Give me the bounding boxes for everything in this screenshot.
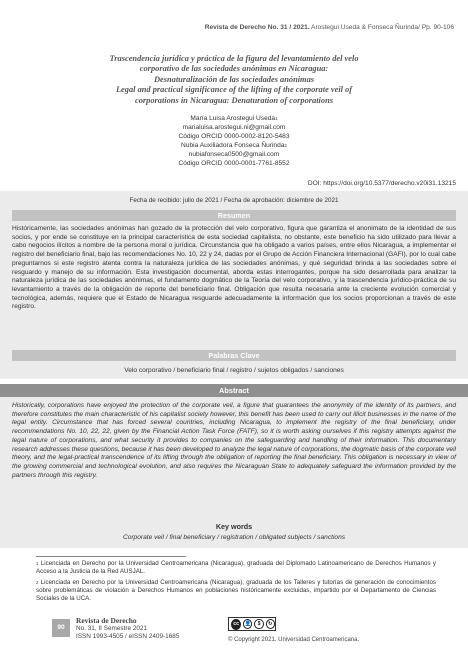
footnote-1	[36, 560, 436, 576]
received-approved-dates: Fecha de recibido: julio de 2021 / Fecha de aprobación: diciembre de 2021	[129, 197, 339, 204]
doi-link[interactable]: DOI: https://doi.org/10.5377/derecho.v20i31.13215	[307, 180, 456, 187]
copyright-notice: © Copyright 2021. Universidad Centroamericana.	[228, 637, 360, 643]
footnote-1-number: 1	[36, 561, 39, 566]
creative-commons-badge[interactable]	[228, 617, 276, 631]
cc-icon: cc	[231, 619, 241, 630]
keywords-text: Corporate veil / final beneficiary / registration / obligated subjects / sanctions	[122, 534, 346, 541]
running-header	[205, 24, 454, 31]
page-number: 90	[52, 619, 70, 637]
author2-orcid: Código ORCID 0000-0001-7761-8552	[178, 160, 290, 167]
author1-email[interactable]: marialuisa.arostegui.ni@gmail.com	[182, 124, 286, 131]
title-en-line2: corporations in Nicaragua: Denaturation of corporations	[134, 95, 333, 105]
author1-orcid: Código ORCID 0000-0002-8120-5483	[178, 133, 290, 140]
footnote-2-number: 2	[36, 580, 39, 585]
journal-info	[76, 617, 179, 640]
title-es-line1: Trascendencia jurídica y práctica de la figura del levantamiento del velo	[109, 54, 359, 63]
header-authors-pages: Arostegui Useda & Fonseca Ñurinda/ Pp. 90-106	[311, 24, 454, 31]
abstract-text: Historically, corporations have enjoyed the protection of the corporate veil, a figure that guarantees the anonymity of the identity of its partners, and therefore constitutes the main characteristic of his capitalist society however, this benefit has been used to carry out illicit businesses in the name of the legal entity. Circumstance that has forced several countries, including Nicaragua, to implement the registry of the final beneficiary, under recommendations No. 10, 22, 22, given by the Financial Action Task Force (FATF), so it is worth asking ourselves if this registry attempts against the legal nature of corporations, and what security it provides to companies on the safeguarding and handling of their information. This documentary research addresses these questions, because it has been developed to analyze the legal nature of corporations, the dogmatic basis of the corporate veil theory, and the legal-practical transcendence of its lifting through the obligation of reporting the final beneficiary. This obligation is necessary in view of the growing commercial and technological evolution, and also requires the Nicaraguan State to adequately safeguard the information provided by the partners through this registry.	[12, 402, 456, 479]
footnote-divider	[36, 556, 186, 557]
keywords-heading: Key words	[215, 522, 253, 531]
journal-issue: No. 31, II Semestre 2021	[76, 624, 148, 632]
abstract-heading: Abstract	[0, 384, 468, 397]
author1-footnote-mark: 1	[275, 116, 278, 121]
footnote-2-text: Licenciada en Derecho por la Universidad Centroamericana (Nicaragua), graduada de los Talleres y tutorías de generación de conocimientos sobre problemáticas de violación a Derechos Humanos en poblaciones históricamente excluidas, impartido por el Departamento de Ciencias Sociales de la UCA.	[36, 579, 436, 603]
title-es-line3: Desnaturalización de las sociedades anónimas	[153, 74, 315, 84]
journal-name: Revista de Derecho	[76, 616, 137, 625]
palabras-clave-text: Velo corporativo / beneficiario final / registro / sujetos obligados / sanciones	[124, 367, 344, 374]
palabras-clave-heading: Palabras Clave	[12, 350, 456, 361]
author2-name: Nubia Auxiliadora Fonseca Ñurinda$^2$	[181, 142, 287, 149]
author2-footnote-mark: 2	[284, 143, 287, 148]
article-titles	[40, 54, 428, 106]
authors-block	[150, 114, 318, 168]
footnote-2	[36, 579, 436, 604]
author1-name: María Luisa Arostegui Useda$^1$	[190, 115, 278, 122]
author2-email[interactable]: nubiafonseca0500@gmail.com	[188, 151, 280, 158]
by-person-icon: 👤	[244, 621, 252, 627]
title-es-line2: corporativo de las sociedades anónimas en Nicaragua:	[139, 64, 329, 74]
footnote-1-text: Licenciada en Derecho por la Universidad Centroamericana (Nicaragua), graduada del Diplomado Latinoamericano de Derechos Humanos y Acceso a la Justicia de la Red AUSJAL.	[36, 560, 436, 576]
header-journal-issue: Revista de Derecho No. 31 / 2021.	[204, 24, 310, 31]
journal-issn: ISSN 1993-4505 / eISSN 2409-1685	[76, 632, 180, 640]
nc-icon: $	[254, 619, 263, 629]
title-en-line1: Legal and practical significance of the lifting of the corporate veil of	[115, 85, 353, 95]
resumen-heading: Resumen	[12, 210, 456, 221]
sa-icon: ↻	[266, 619, 275, 629]
resumen-text: Históricamente, las sociedades anónimas han gozado de la protección del velo corporativo, figura que garantiza el anonimato de la identidad de sus socios, y por ende se constituye en la principal característica de esta sociedad capitalista, no obstante, este beneficio ha sido utilizado para llevar a cabo negocios ilícitos a nombre de la persona moral o jurídica. Circunstancia que ha obligado a varios países, entre ellos Nicaragua, a implementar el registro del beneficiario final, bajo las recomendaciones No. 10, 22 y 24, dadas por el Grupo de Acción Financiera Internacional (GAFI), por lo cual cabe preguntarnos si este registro atenta contra la naturaleza jurídica de las sociedades anónimas, y qué seguridad brinda a las sociedades sobre el resguardo y manejo de su información. Esta investigación documental, aborda estas interrogantes, porque ha sido desarrollada para analizar la naturaleza jurídica de las sociedades anónimas, el fundamento dogmático de la Teoría del velo corporativo, y la trascendencia jurídico-práctica de su levantamiento a través de la obligación de reporte del beneficiario final. Obligación que resulta necesaria ante la creciente evolución comercial y tecnológica, además, requiere que el Estado de Nicaragua resguarde adecuadamente la información que los socios proporcionan a través de este registro.	[12, 225, 456, 311]
